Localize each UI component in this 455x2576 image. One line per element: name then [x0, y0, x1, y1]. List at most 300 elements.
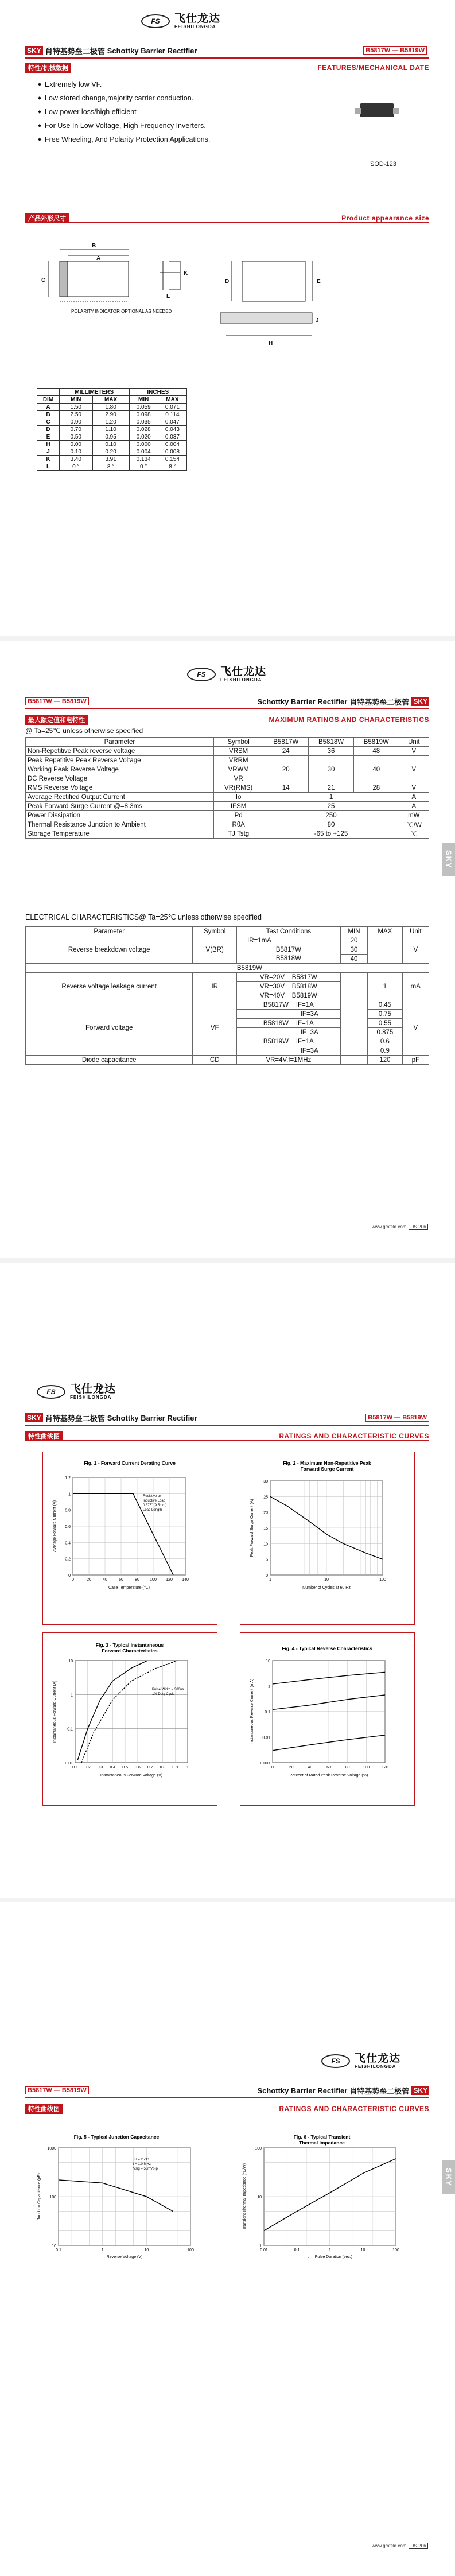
divider: [25, 1425, 429, 1426]
site-link[interactable]: www.gmfeld.com: [372, 2543, 407, 2548]
chart-title: Forward Surge Current: [300, 1466, 354, 1472]
table-cell: Io: [213, 793, 263, 802]
part-range: B5817W — B5819W: [25, 697, 89, 705]
feature-item: ◆ Low stored change,majority carrier conduction.: [38, 91, 210, 105]
max-cell: 0.55: [368, 1019, 402, 1028]
param-cell: Diode capacitance: [26, 1056, 193, 1065]
y-tick-label: 0.01: [262, 1736, 270, 1740]
fig1-chart: [42, 1452, 217, 1625]
brand-cn: 飞仕龙达: [70, 1383, 116, 1395]
table-row: [37, 441, 187, 448]
header-cn: 肖特基势垒二极管: [349, 698, 410, 707]
col-header: Symbol: [193, 927, 237, 936]
header-en: Schottky Barrier Rectifier: [257, 697, 348, 706]
y-axis-label: Instantaneous Forward Current (A): [53, 1680, 57, 1743]
max-cell: 0.75: [368, 1010, 402, 1019]
curves-en: RATINGS AND CHARACTERISTIC CURVES: [279, 2104, 429, 2113]
dim-col-header: MAX: [158, 396, 186, 404]
dim-label: B: [92, 243, 96, 249]
x-axis-label: Percent of Rated Peak Reverse Voltage (%): [289, 1774, 368, 1778]
table-cell: Thermal Resistance Junction to Ambient: [26, 820, 214, 829]
x-tick-label: 60: [119, 1578, 123, 1582]
chart-annotation: 1% Duty Cycle: [152, 1693, 175, 1696]
y-axis-label: Average Forward Current (A): [53, 1500, 57, 1553]
dim-col-header: DIM: [37, 396, 60, 404]
param-cell: Non-Repetitive Peak reverse voltage: [26, 747, 214, 756]
dim-cell: 0.035: [129, 418, 158, 426]
dim-cell: 0.047: [158, 418, 186, 426]
value-cell: 30: [309, 756, 354, 783]
param-cell: Working Peak Reverse Voltage: [26, 765, 214, 774]
symbol-cell: VRSM: [213, 747, 263, 756]
col-header: MIN: [340, 927, 367, 936]
min-cell: [340, 1056, 367, 1065]
dim-cell: 0.037: [158, 433, 186, 441]
table-row: [37, 411, 187, 418]
chart-annotation: Vsig = 50mVp-p: [133, 2167, 158, 2171]
table-row: [37, 418, 187, 426]
y-tick-label: 10: [257, 2195, 262, 2199]
curves-en: RATINGS AND CHARACTERISTIC CURVES: [279, 1431, 429, 1440]
max-cell: 120: [368, 1056, 402, 1065]
brand-en: FEISHILONGDA: [355, 2064, 396, 2069]
y-axis-label: Transient Thermal Impedance (°C/W): [243, 2163, 247, 2230]
package-image: [346, 80, 409, 155]
dim-cell: A: [37, 404, 60, 411]
x-tick-label: 100: [363, 1766, 370, 1770]
y-tick-label: 100: [49, 2195, 56, 2199]
cond-cell: VR=4V,f=1MHz: [237, 1056, 341, 1065]
y-axis-label: Junction Capacitance (pF): [37, 2173, 41, 2220]
package-label: SOD-123: [370, 161, 396, 168]
unit-cell: V: [399, 783, 429, 793]
y-tick-label: 25: [263, 1495, 268, 1500]
value-cell: 14: [263, 783, 309, 793]
y-tick-label: 0.8: [65, 1508, 71, 1513]
fig2-chart: [240, 1452, 415, 1625]
cond-cell: IF=3A: [237, 1010, 341, 1019]
sky-tag: SKY: [25, 1413, 43, 1422]
chart-annotation: Resistive or: [143, 1495, 161, 1498]
curves-cn: 特性曲线图: [25, 1431, 63, 1441]
fig3-chart: [42, 1632, 217, 1806]
ratings-cn: 最大额定值和电特性: [25, 715, 88, 725]
y-tick-label: 0.2: [65, 1557, 71, 1562]
dim-cell: 0.059: [129, 404, 158, 411]
dim-cell: 0.043: [158, 426, 186, 433]
min-cell: [340, 1000, 367, 1056]
x-tick-label: 0.4: [110, 1766, 116, 1770]
page-number: DS-206: [409, 2543, 427, 2549]
sky-tag: SKY: [411, 2086, 429, 2095]
features-en: FEATURES/MECHANICAL DATE: [317, 63, 429, 72]
brand-logo: [37, 1383, 116, 1400]
y-tick-label: 0: [68, 1574, 71, 1578]
y-tick-label: 1: [259, 2244, 262, 2248]
symbol-cell: VRWM: [213, 765, 263, 774]
outline-drawing: [37, 238, 358, 376]
dim-label: J: [316, 317, 319, 324]
x-tick-label: 0.01: [260, 2248, 268, 2252]
x-tick-label: 0.5: [122, 1766, 128, 1770]
chart-annotation: f = 1.0 MHz: [133, 2163, 151, 2166]
value-cell: 28: [353, 783, 399, 793]
electrical-table: [25, 926, 429, 1065]
sky-tag: SKY: [411, 697, 429, 706]
dim-cell: 0.50: [60, 433, 93, 441]
chart-title: Fig. 1 - Forward Current Derating Curve: [84, 1460, 176, 1466]
value-cell: 20: [263, 756, 309, 783]
col-header: Parameter: [26, 927, 193, 936]
min-cell: [340, 973, 367, 1000]
x-tick-label: 120: [166, 1578, 173, 1582]
symbol-cell: VRRM: [213, 756, 263, 765]
dim-cell: 8 °: [92, 463, 129, 471]
x-axis-label: Reverse Voltage (V): [106, 2255, 143, 2259]
x-tick-label: 140: [182, 1578, 189, 1582]
chart-title: Forward Characteristics: [102, 1648, 158, 1654]
x-tick-label: 0.2: [84, 1766, 91, 1770]
dim-cell: K: [37, 456, 60, 463]
y-tick-label: 100: [255, 2147, 262, 2151]
chart-title: Fig. 3 - Typical Instantaneous: [95, 1642, 164, 1648]
table-cell: A: [399, 802, 429, 811]
header-cn: 肖特基势垒二极管: [45, 1414, 105, 1423]
col-header: Unit: [399, 738, 429, 747]
site-link[interactable]: www.gmfeld.com: [372, 1224, 407, 1229]
x-tick-label: 100: [392, 2248, 399, 2252]
ratings-note: @ Ta=25℃ unless otherwise specified: [25, 727, 143, 735]
page-number: DS-206: [409, 1224, 427, 1230]
table-cell: 25: [263, 802, 399, 811]
x-tick-label: 100: [379, 1578, 386, 1582]
unit-cell: V: [399, 756, 429, 783]
table-cell: Pd: [213, 811, 263, 820]
dim-cell: 0.20: [92, 448, 129, 456]
dim-cell: 2.90: [92, 411, 129, 418]
table-cell: Storage Temperature: [26, 829, 214, 839]
header-en: Schottky Barrier Rectifier: [107, 46, 197, 55]
x-tick-label: 0.1: [72, 1766, 78, 1770]
brand-logo: [321, 2053, 400, 2069]
chart-title: Fig. 2 - Maximum Non-Repetitive Peak: [283, 1460, 371, 1466]
dim-cell: 3.40: [60, 456, 93, 463]
brand-en: FEISHILONGDA: [70, 1395, 112, 1400]
table-row: [37, 433, 187, 441]
appearance-en: Product appearance size: [341, 214, 429, 222]
x-tick-label: 0.9: [172, 1766, 178, 1770]
unit-cell: V: [399, 747, 429, 756]
features-cn: 特性/机械数据: [25, 63, 71, 73]
appearance-bar: [25, 214, 429, 223]
x-tick-label: 40: [103, 1578, 107, 1582]
symbol-cell: V(BR): [193, 936, 237, 964]
col-header: MAX: [368, 927, 402, 936]
dim-cell: 1.20: [92, 418, 129, 426]
x-tick-label: 80: [135, 1578, 139, 1582]
header-cn: 肖特基势垒二极管: [349, 2087, 410, 2096]
elec-title: ELECTRICAL CHARACTERISTICS@ Ta=25℃ unless otherwise specified: [25, 913, 262, 921]
dim-col-header: MIN: [129, 396, 158, 404]
brand-cn: 飞仕龙达: [174, 12, 221, 25]
y-tick-label: 1000: [47, 2147, 56, 2151]
y-tick-label: 0.4: [65, 1541, 71, 1546]
dim-cell: 0.95: [92, 433, 129, 441]
dim-cell: 0 °: [129, 463, 158, 471]
max-ratings-table: [25, 737, 429, 839]
fig4-chart: [240, 1632, 415, 1806]
table-cell: mW: [399, 811, 429, 820]
dim-label: H: [269, 340, 273, 347]
side-sky-tab: SKY: [442, 2160, 455, 2194]
dim-cell: 0.10: [60, 448, 93, 456]
y-tick-label: 30: [263, 1480, 268, 1484]
dim-cell: 1.10: [92, 426, 129, 433]
feature-item: ◆ Low power loss/high efficient: [38, 105, 210, 119]
dim-cell: B: [37, 411, 60, 418]
fs-logo-icon: FS: [187, 668, 216, 681]
symbol-cell: VR: [213, 774, 263, 783]
feature-list: [38, 77, 210, 146]
doc-header: [25, 2085, 429, 2096]
table-row: [37, 456, 187, 463]
value-cell: 24: [263, 747, 309, 756]
x-tick-label: 60: [326, 1766, 331, 1770]
col-header: Parameter: [26, 738, 214, 747]
y-tick-label: 1: [268, 1685, 270, 1689]
symbol-cell: IR: [193, 973, 237, 1000]
x-tick-label: 0.6: [135, 1766, 141, 1770]
dim-cell: 2.50: [60, 411, 93, 418]
dim-label: K: [184, 270, 188, 277]
fs-logo-icon: FS: [321, 2054, 350, 2068]
dim-cell: 0.004: [129, 448, 158, 456]
dim-cell: 0.020: [129, 433, 158, 441]
dim-label: C: [41, 277, 46, 284]
doc-header: [25, 45, 427, 56]
x-tick-label: 1: [101, 2248, 104, 2252]
y-tick-label: 10: [68, 1659, 73, 1663]
unit-cell: mA: [402, 973, 429, 1000]
y-axis-label: Peak Forward Surge Current (A): [250, 1499, 254, 1557]
dim-cell: 0.000: [129, 441, 158, 448]
table-cell: 1: [263, 793, 399, 802]
brand-logo: [187, 666, 266, 682]
table-cell: A: [399, 793, 429, 802]
table-cell: -65 to +125: [263, 829, 399, 839]
part-cell: B5818W: [237, 955, 341, 964]
cond-cell: IF=3A: [237, 1046, 341, 1056]
value-cell: 40: [353, 756, 399, 783]
part-range: B5817W — B5819W: [365, 1414, 429, 1422]
part-range: B5817W — B5819W: [25, 2086, 89, 2094]
plot-frame: [75, 1661, 188, 1763]
y-axis-label: Instantaneous Reverse Current (mA): [250, 1678, 254, 1745]
dim-col-header: MIN: [60, 396, 93, 404]
table-row: [26, 820, 429, 829]
col-header: B5817W: [263, 738, 309, 747]
col-header: B5818W: [309, 738, 354, 747]
dim-cell: E: [37, 433, 60, 441]
x-tick-label: 10: [324, 1578, 329, 1582]
param-cell: Reverse breakdown voltage: [26, 936, 193, 964]
max-cell: 0.875: [368, 1028, 402, 1037]
curves-bar: [25, 2104, 429, 2113]
brand-en: FEISHILONGDA: [220, 677, 262, 682]
min-cell: 40: [340, 955, 367, 964]
x-tick-label: 10: [144, 2248, 149, 2252]
dim-cell: 0.134: [129, 456, 158, 463]
x-tick-label: 0: [72, 1578, 74, 1582]
dim-cell: 1.80: [92, 404, 129, 411]
x-tick-label: 0: [271, 1766, 274, 1770]
x-axis-label: Instantaneous Forward Voltage (V): [100, 1774, 163, 1778]
dim-cell: 0.071: [158, 404, 186, 411]
max-cell: 1: [368, 973, 402, 1000]
col-header: Test Conditions: [237, 927, 341, 936]
x-tick-label: 1: [186, 1766, 189, 1770]
symbol-cell: VF: [193, 1000, 237, 1056]
y-tick-label: 5: [266, 1558, 268, 1562]
part-cell: B5819W: [26, 964, 429, 973]
x-axis-label: Number of Cycles at 60 Hz: [302, 1586, 351, 1590]
page-3: [0, 1265, 455, 1896]
chart-title: Fig. 5 - Typical Junction Capacitance: [73, 2134, 160, 2140]
y-tick-label: 10: [263, 1542, 268, 1547]
table-cell: ℃: [399, 829, 429, 839]
dim-cell: 0.154: [158, 456, 186, 463]
symbol-cell: VR(RMS): [213, 783, 263, 793]
dim-cell: 0.10: [92, 441, 129, 448]
dim-cell: 0.70: [60, 426, 93, 433]
y-tick-label: 10: [266, 1659, 270, 1663]
curves-cn: 特性曲线图: [25, 2104, 63, 2114]
y-tick-label: 0.6: [65, 1525, 71, 1529]
part-range: B5817W — B5819W: [363, 46, 427, 55]
polarity-note: POLARITY INDICATOR OPTIONAL AS NEEDED: [71, 309, 172, 314]
x-tick-label: 80: [345, 1766, 350, 1770]
y-tick-label: 0.01: [65, 1762, 73, 1766]
cond-cell: VR=20V B5817W: [237, 973, 341, 982]
table-cell: IFSM: [213, 802, 263, 811]
unit-cell: pF: [402, 1056, 429, 1065]
table-cell: 80: [263, 820, 399, 829]
divider: [25, 708, 429, 709]
x-tick-label: 100: [187, 2248, 194, 2252]
cond-cell: B5817W IF=1A: [237, 1000, 341, 1010]
y-tick-label: 1.2: [65, 1476, 71, 1480]
table-row: [37, 463, 187, 471]
side-sky-tab: SKY: [442, 843, 455, 876]
param-cell: Peak Repetitive Peak Reverse Voltage: [26, 756, 214, 765]
curves-bar: [25, 1431, 429, 1441]
ratings-en: MAXIMUM RATINGS AND CHARACTERISTICS: [269, 715, 429, 724]
dim-cell: 0.00: [60, 441, 93, 448]
features-bar: [25, 63, 429, 72]
fs-logo-icon: FS: [141, 14, 170, 28]
x-tick-label: 10: [360, 2248, 365, 2252]
col-header: Symbol: [213, 738, 263, 747]
y-tick-label: 1: [68, 1492, 71, 1497]
x-tick-label: 40: [308, 1766, 313, 1770]
table-row: [37, 426, 187, 433]
dim-cell: 8 °: [158, 463, 186, 471]
y-tick-label: 1: [71, 1693, 73, 1698]
dim-cell: 0.028: [129, 426, 158, 433]
chart-annotation: Pulse Width = 300us: [152, 1688, 184, 1692]
dimension-table: [37, 388, 187, 471]
brand-cn: 飞仕龙达: [355, 2052, 401, 2065]
chart-title: Thermal Impedance: [299, 2140, 345, 2146]
unit-cell: V: [402, 936, 429, 964]
dim-label: D: [225, 278, 230, 285]
page-2: [0, 643, 455, 1257]
brand-logo: [141, 13, 220, 29]
x-tick-label: 0.1: [56, 2248, 61, 2252]
dim-header: INCHES: [129, 389, 186, 396]
table-cell: ℃/W: [399, 820, 429, 829]
table-cell: Power Dissipation: [26, 811, 214, 820]
chart-title: Fig. 6 - Typical Transient: [293, 2134, 351, 2140]
x-tick-label: 1: [269, 1578, 271, 1582]
chart-annotation: TJ = 25°C: [133, 2158, 149, 2162]
table-row: [26, 793, 429, 802]
feature-item: ◆ Free Wheeling, And Polarity Protection Applications.: [38, 133, 210, 146]
dim-cell: 0.114: [158, 411, 186, 418]
ratings-bar: [25, 715, 429, 724]
sky-tag: SKY: [25, 46, 43, 55]
chart-annotation: 0.375" (9.5mm): [143, 1504, 167, 1507]
dim-cell: 0 °: [60, 463, 93, 471]
feature-item: ◆ For Use In Low Voltage, High Frequency Inverters.: [38, 119, 210, 133]
brand-en: FEISHILONGDA: [174, 24, 216, 29]
x-tick-label: 0.7: [147, 1766, 153, 1770]
param-cell: Reverse voltage leakage current: [26, 973, 193, 1000]
doc-header: [25, 696, 429, 707]
x-axis-label: Case Temperature (℃): [108, 1586, 150, 1590]
x-tick-label: 0.3: [97, 1766, 103, 1770]
fig6-chart: [235, 2126, 413, 2274]
dim-cell: 0.90: [60, 418, 93, 426]
table-row: [37, 448, 187, 456]
dim-col-header: MAX: [92, 396, 129, 404]
brand-cn: 飞仕龙达: [220, 665, 267, 678]
dim-label: E: [317, 278, 321, 285]
table-row: [26, 829, 429, 839]
y-tick-label: 0.1: [67, 1727, 73, 1732]
dim-cell: J: [37, 448, 60, 456]
x-axis-label: t — Pulse Duration (sec.): [307, 2255, 353, 2259]
x-tick-label: 0.1: [294, 2248, 300, 2252]
dim-cell: 3.91: [92, 456, 129, 463]
dim-cell: 0.008: [158, 448, 186, 456]
dim-cell: C: [37, 418, 60, 426]
cond-cell: B5818W IF=1A: [237, 1019, 341, 1028]
max-cell: [368, 936, 402, 964]
table-cell: TJ,Tstg: [213, 829, 263, 839]
table-row: [37, 404, 187, 411]
dim-cell: D: [37, 426, 60, 433]
appearance-cn: 产品外形尺寸: [25, 213, 69, 223]
y-tick-label: 10: [52, 2244, 56, 2248]
x-tick-label: 100: [150, 1578, 157, 1582]
y-tick-label: 0: [266, 1574, 268, 1578]
page-1: [0, 0, 455, 631]
header-en: Schottky Barrier Rectifier: [107, 1413, 197, 1422]
min-cell: 30: [340, 945, 367, 955]
feature-item: ◆ Extremely low VF.: [38, 77, 210, 91]
y-tick-label: 0.1: [265, 1710, 270, 1714]
